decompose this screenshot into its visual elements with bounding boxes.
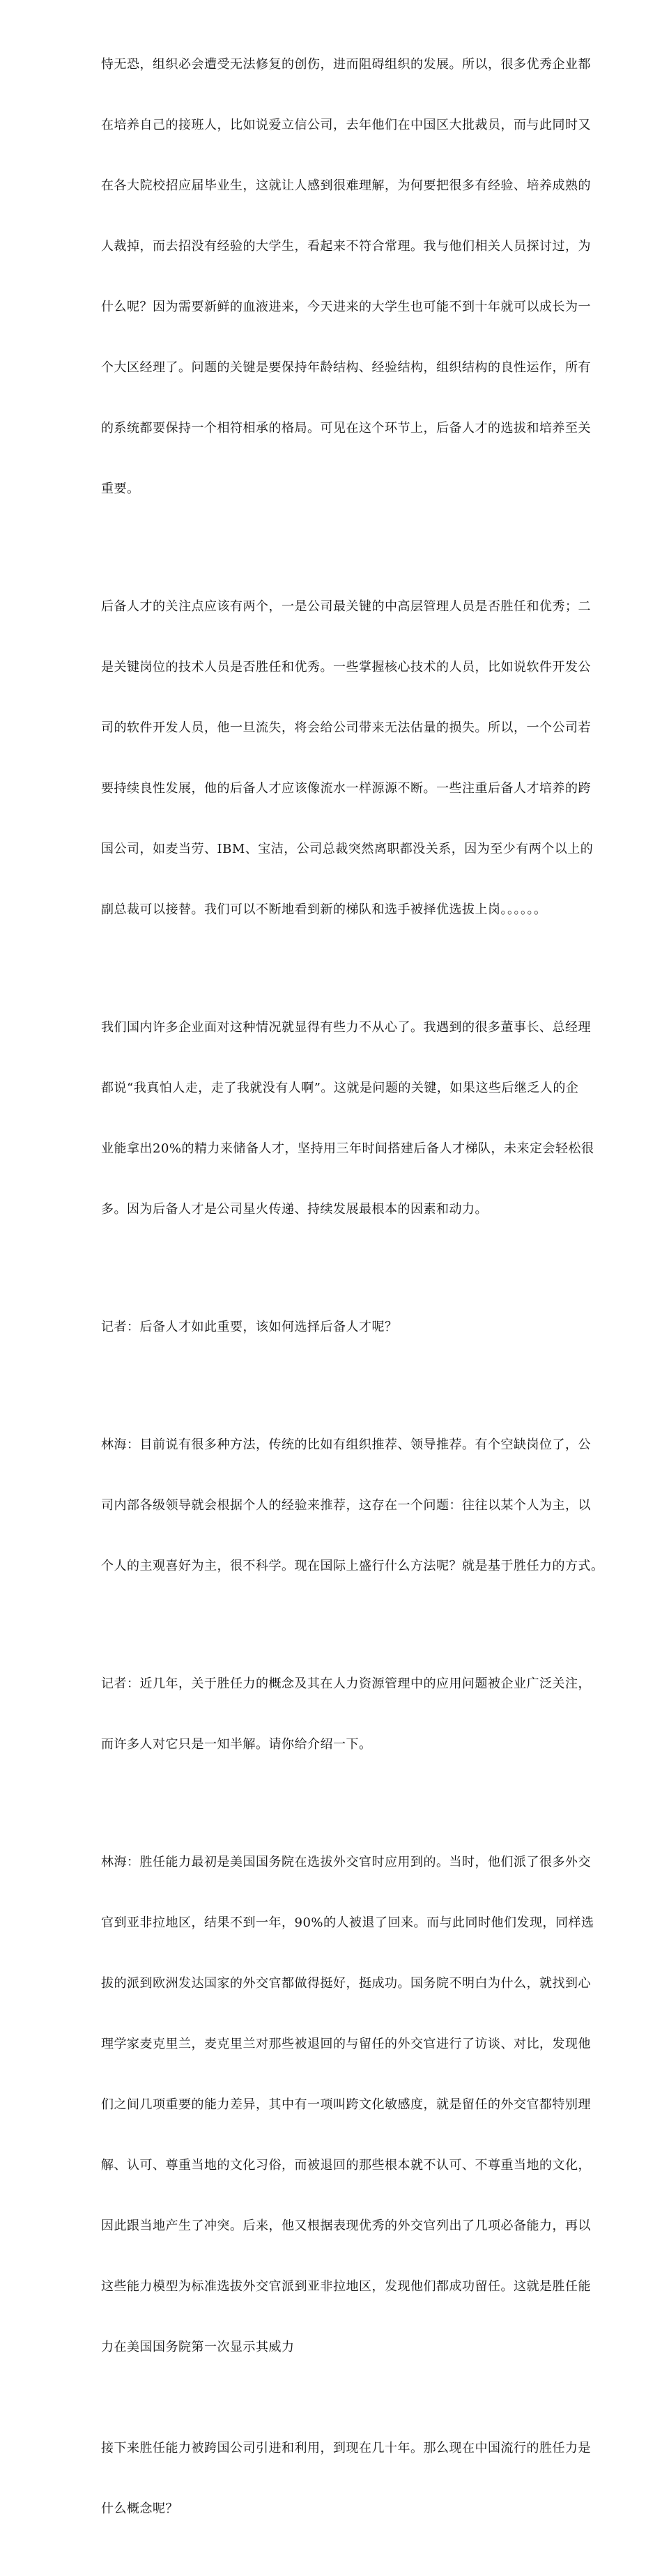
text-line: 司的软件开发人员，他一旦流失，将会给公司带来无法估量的损失。所以，一个公司若 <box>101 720 591 735</box>
text-line: 恃无恐，组织必会遭受无法修复的创伤，进而阻碍组织的发展。所以，很多优秀企业都 <box>101 57 591 72</box>
text-line: 的系统都要保持一个相符相承的格局。可见在这个环节上，后备人才的选拔和培养至关 <box>101 421 591 435</box>
text-line: 人裁掉，而去招没有经验的大学生，看起来不符合常理。我与他们相关人员探讨过，为 <box>101 239 591 254</box>
text-line: 解、认可、尊重当地的文化习俗，而被退回的那些根本就不认可、不尊重当地的文化， <box>101 2158 591 2173</box>
text-line: 因此跟当地产生了冲突。后来，他又根据表现优秀的外交官列出了几项必备能力，再以 <box>101 2219 591 2233</box>
text-line: 个人的主观喜好为主，很不科学。现在国际上盛行什么方法呢？就是基于胜任力的方式。 <box>101 1559 604 1573</box>
text-line: 林海：胜任能力最初是美国国务院在选拔外交官时应用到的。当时，他们派了很多外交 <box>101 1855 591 1869</box>
text-line: 副总裁可以接替。我们可以不断地看到新的梯队和选手被择优选拔上岗。。。。。。 <box>101 902 547 917</box>
text-line: 在各大院校招应届毕业生，这就让人感到很难理解，为何要把很多有经验、培养成熟的 <box>101 178 591 193</box>
text-line: 多。因为后备人才是公司星火传递、持续发展最根本的因素和动力。 <box>101 1202 488 1217</box>
text-line: 我们国内许多企业面对这种情况就显得有些力不从心了。我遇到的很多董事长、总经理 <box>101 1020 591 1035</box>
text-line: 官到亚非拉地区，结果不到一年，90%的人被退了回来。而与此同时他们发现，同样选 <box>101 1915 594 1930</box>
text-line: 司内部各级领导就会根据个人的经验来推荐，这存在一个问题：往往以某个人为主，以 <box>101 1498 591 1513</box>
text-line: 业能拿出20%的精力来储备人才，坚持用三年时间搭建后备人才梯队，未来定会轻松很 <box>101 1141 594 1156</box>
text-line: 国公司，如麦当劳、IBM、宝洁，公司总裁突然离职都没关系，因为至少有两个以上的 <box>101 842 594 856</box>
text-line: 都说“我真怕人走，走了我就没有人啊”。这就是问题的关键，如果这些后继乏人的企 <box>101 1081 579 1095</box>
paragraph-competency-intro <box>101 2398 620 2559</box>
text-line: 在培养自己的接班人，比如说爱立信公司，去年他们在中国区大批裁员，而与此同时又 <box>101 118 591 132</box>
text-line: 们之间几项重要的能力差异，其中有一项叫跨文化敏感度，就是留任的外交官都特别理 <box>101 2097 591 2112</box>
text-line: 个大区经理了。问题的关键是要保持年龄结构、经验结构，组织结构的良性运作，所有 <box>101 360 591 375</box>
text-line: 这些能力模型为标准选拔外交官派到亚非拉地区，发现他们都成功留任。这就是胜任能 <box>101 2279 591 2294</box>
paragraph-reporter-question-2 <box>101 1633 620 1795</box>
paragraph-successor-training <box>101 14 620 539</box>
paragraph-linhai-answer-2 <box>101 1812 620 2398</box>
text-line: 重要。 <box>101 481 140 496</box>
text-line: 拔的派到欧洲发达国家的外交官都做得挺好，挺成功。国务院不明白为什么，就找到心 <box>101 1976 591 1991</box>
text-line: 记者：后备人才如此重要，该如何选择后备人才呢？ <box>101 1320 398 1334</box>
document-page <box>101 14 620 2576</box>
paragraph-reporter-question-1 <box>101 1277 620 1378</box>
paragraph-domestic-companies <box>101 977 620 1260</box>
text-line: 接下来胜任能力被跨国公司引进和利用，到现在几十年。那么现在中国流行的胜任力是 <box>101 2441 591 2455</box>
text-line: 是关键岗位的技术人员是否胜任和优秀。一些掌握核心技术的人员，比如说软件开发公 <box>101 660 591 674</box>
paragraph-linhai-answer-1 <box>101 1394 620 1617</box>
text-line: 什么概念呢？ <box>101 2501 178 2516</box>
text-line: 记者：近几年，关于胜任力的概念及其在人力资源管理中的应用问题被企业广泛关注， <box>101 1676 591 1691</box>
text-line: 理学家麦克里兰，麦克里兰对那些被退回的与留任的外交官进行了访谈、对比，发现他 <box>101 2037 591 2051</box>
text-line: 林海：目前说有很多种方法，传统的比如有组织推荐、领导推荐。有个空缺岗位了，公 <box>101 1437 591 1452</box>
text-line: 力在美国国务院第一次显示其威力 <box>101 2340 295 2354</box>
text-line: 后备人才的关注点应该有两个，一是公司最关键的中高层管理人员是否胜任和优秀；二 <box>101 599 591 614</box>
text-line: 而许多人对它只是一知半解。请你给介绍一下。 <box>101 1737 372 1752</box>
text-line: 要持续良性发展，他的后备人才应该像流水一样源源不断。一些注重后备人才培养的跨 <box>101 781 591 796</box>
text-line: 什么呢？因为需要新鲜的血液进来，今天进来的大学生也可能不到十年就可以成长为一 <box>101 300 591 314</box>
paragraph-focus-points <box>101 556 620 960</box>
